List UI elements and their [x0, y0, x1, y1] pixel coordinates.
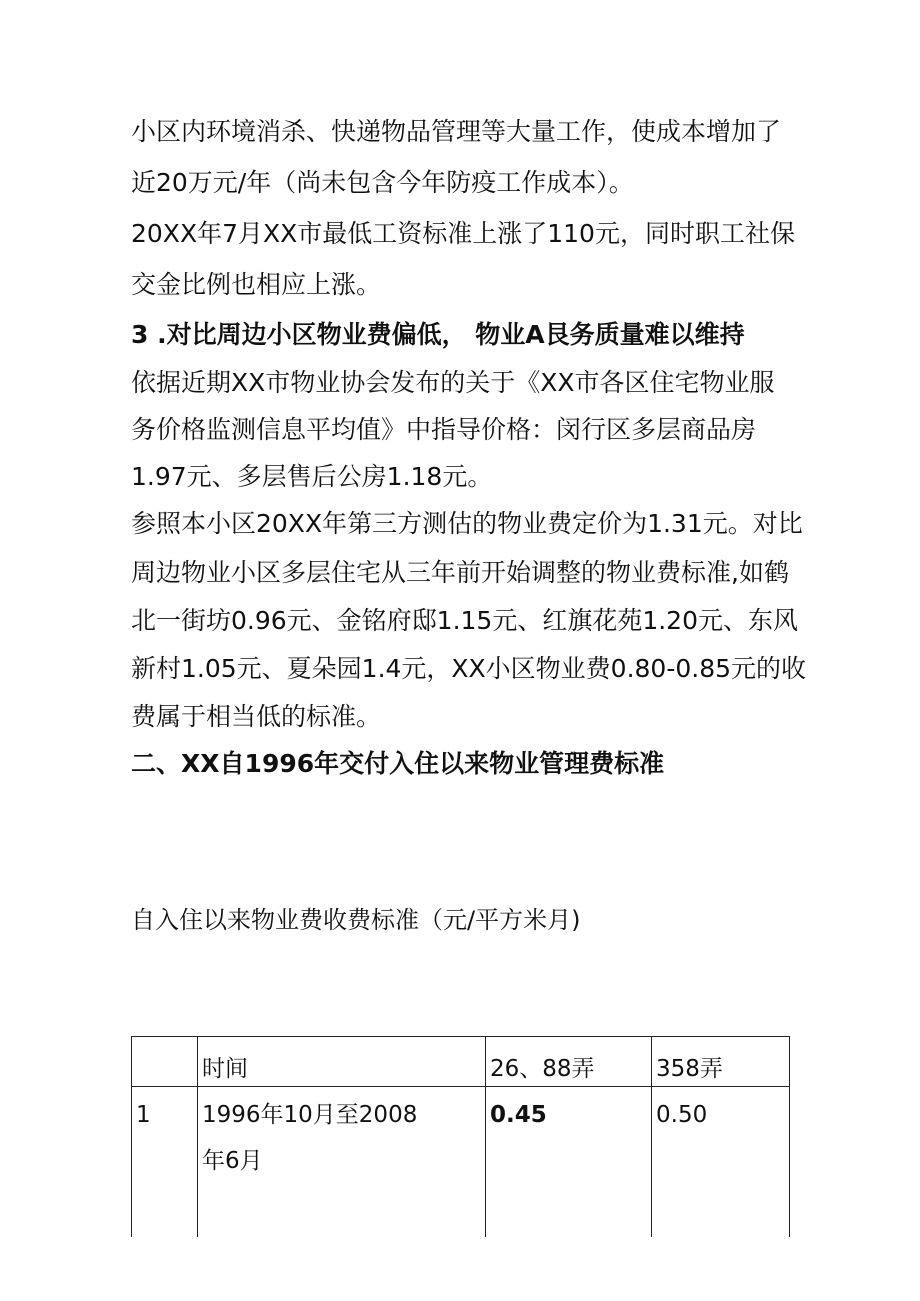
- period-line-2: 年6月: [202, 1148, 263, 1174]
- header-time-cell: 时间: [198, 1037, 486, 1087]
- header-26-88-cell: 26、88弄: [486, 1037, 652, 1087]
- header-index-cell: [132, 1037, 198, 1087]
- body-line-9: 周边物业小区多层住宅从三年前开始调整的物业费标准,如鹤: [131, 558, 789, 587]
- header-358-cell: 358弄: [652, 1037, 790, 1087]
- body-line-2: 近20万元/年（尚未包含今年防疫工作成本）。: [131, 168, 634, 197]
- row-fee-26-88-cell: 0.45: [486, 1087, 652, 1237]
- body-line-4: 交金比例也相应上涨。: [131, 270, 382, 299]
- body-line-8: 参照本小区20XX年第三方测估的物业费定价为1.31元。对比: [131, 509, 803, 538]
- body-line-12: 费属于相当低的标准。: [131, 702, 382, 731]
- table-header-row: [132, 1037, 790, 1087]
- body-line-5: 依据近期XX市物业协会发布的关于《XX市各区住宅物业服: [131, 368, 775, 397]
- row-index-cell: 1: [132, 1087, 198, 1237]
- section-heading-3: 3 .对比周边小区物业费偏低， 物业A艮务质量难以维持: [131, 320, 745, 349]
- fee-standard-table: [131, 1036, 790, 1237]
- row-period-cell: [198, 1087, 486, 1237]
- period-line-1: 1996年10月至2008: [202, 1102, 418, 1128]
- section-heading-2: 二、XX自1996年交付入住以来物业管理费标准: [131, 749, 665, 778]
- body-line-11: 新村1.05元、夏朵园1.4元，XX小区物业费0.80-0.85元的收: [131, 654, 807, 683]
- body-line-3: 20XX年7月XX市最低工资标准上涨了110元，同时职工社保: [131, 219, 795, 248]
- body-line-6: 务价格监测信息平均值》中指导价格：闵行区多层商品房: [131, 415, 757, 444]
- body-line-10: 北一街坊0.96元、金铭府邸1.15元、红旗花苑1.20元、东风: [131, 606, 798, 635]
- table-caption: 自入住以来物业费收费标准（元/平方米月): [131, 906, 581, 934]
- row-fee-358-cell: 0.50: [652, 1087, 790, 1237]
- table-row: [132, 1087, 790, 1237]
- body-line-7: 1.97元、多层售后公房1.18元。: [131, 462, 493, 491]
- body-line-1: 小区内环境消杀、快递物品管理等大量工作，使成本增加了: [131, 117, 782, 146]
